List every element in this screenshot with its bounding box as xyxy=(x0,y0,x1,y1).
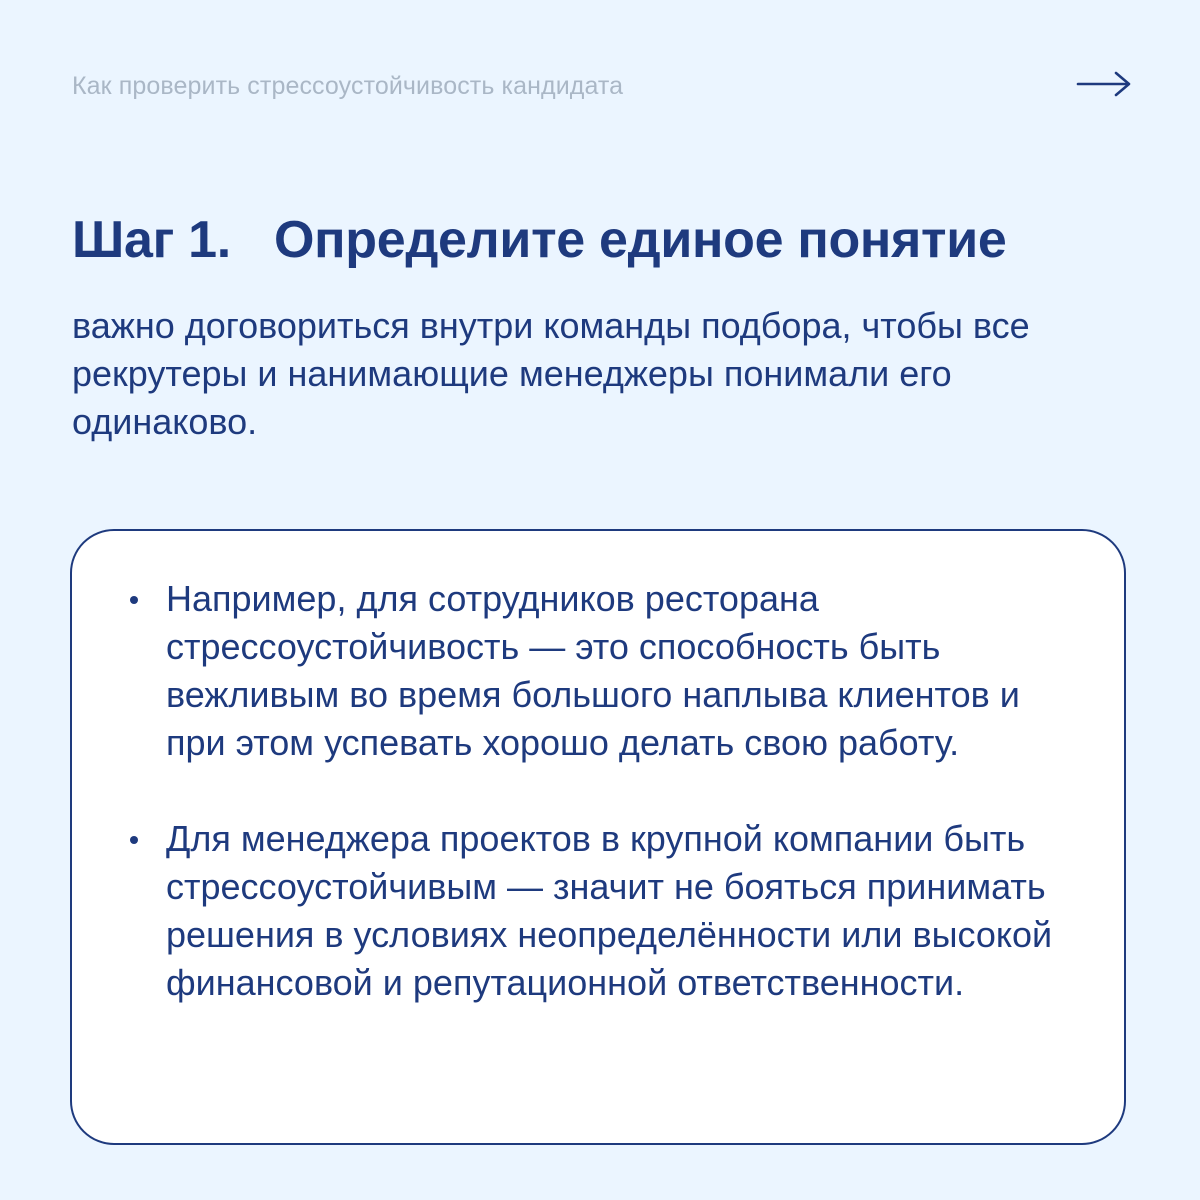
top-bar xyxy=(72,70,1132,104)
step-title: Определите единое понятие xyxy=(274,211,1007,269)
list-item-text: Для менеджера проектов в крупной компании быть стрессоустойчивым — значит не бояться принимать решения в условиях неопределённости или высокой финансовой и репутационной ответственности. xyxy=(166,818,1053,1003)
bullet-dot-icon xyxy=(130,596,138,604)
breadcrumb: Как проверить стрессоустойчивость кандидата xyxy=(72,72,624,100)
step-heading xyxy=(72,210,1007,270)
examples-list xyxy=(72,575,1124,1007)
step-number: Шаг 1. xyxy=(72,211,231,269)
list-item-text: Например, для сотрудников ресторана стрессоустойчивость — это способность быть вежливым во время большого наплыва клиентов и при этом успевать хорошо делать свою работу. xyxy=(166,578,1020,763)
arrow-right-icon[interactable] xyxy=(1076,70,1132,98)
examples-card xyxy=(70,529,1126,1145)
list-item xyxy=(72,575,1124,767)
bullet-dot-icon xyxy=(130,836,138,844)
list-item xyxy=(72,815,1124,1007)
intro-text: важно договориться внутри команды подбора, чтобы все рекрутеры и нанимающие менеджеры понимали его одинаково. xyxy=(72,305,1030,442)
